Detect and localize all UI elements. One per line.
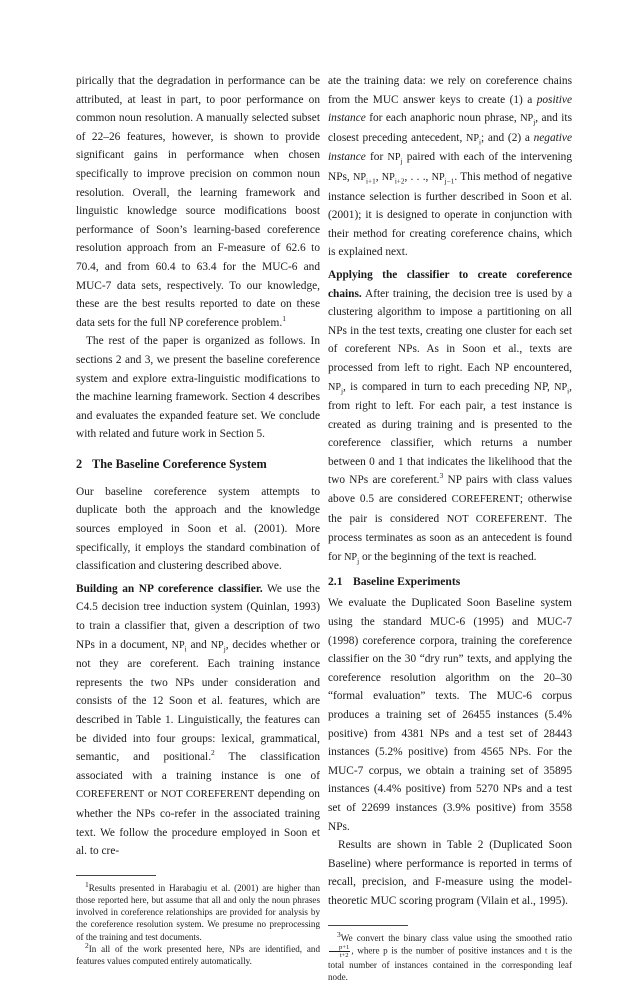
np-symbol: NP	[465, 132, 480, 144]
paragraph-training-data	[328, 72, 572, 262]
class-label-not-coreferent: NOT COREFERENT	[446, 513, 545, 525]
text: ,	[375, 170, 379, 183]
subscript: j	[357, 557, 360, 566]
footnote-rule	[76, 875, 156, 876]
footnote-3	[328, 929, 572, 983]
text: or	[144, 788, 161, 801]
section-title: The Baseline Coreference System	[92, 456, 267, 471]
class-label-coreferent: COREFERENT	[451, 494, 520, 506]
footnote-rule	[328, 925, 408, 926]
subscript: i	[184, 644, 187, 653]
text: . The process terminates as soon as an antecedent is found for	[328, 512, 572, 563]
text: depending on whether the NPs co-refer in the associated training text. We follow the procedure employed in Soon et al. to cre-	[76, 788, 320, 858]
footnote-mark: 1	[85, 879, 89, 889]
text: , from right to left. For each pair, a test instance is created as during training and is presented to the coreference classifier, which returns a number between 0 and 1 that indicates the likelihood that the two NPs are coreferent.	[328, 380, 572, 487]
text: ate the training data: we rely on coreference chains from the MUC answer keys to create (1) a	[328, 75, 572, 106]
footnote-2	[76, 940, 320, 967]
subscript: j	[223, 644, 226, 653]
subsection-title: Baseline Experiments	[353, 575, 461, 589]
text: Our baseline coreference system attempts to duplicate both the approach and the knowledge sources employed in Soon et al. (2001). More specifically, it employs the standard combination of classification and clustering described above.	[76, 485, 320, 573]
np-symbol: NP	[171, 639, 185, 651]
italic-term: negative instance	[328, 131, 572, 164]
text: Results presented in Harabagiu et al. (2001) are higher than those reported here, but assume that all and only the noun phrases involved in coreference relationships are provided for analysis by the coreference resolution system. We presume no preprocessing of the training and test documents.	[76, 882, 320, 942]
text: pirically that the degradation in performance can be attributed, at least in part, to poor performance on common noun resolution. A manually selected subset of 22–26 features, however, is shown to provide significant gains in performance when chosen specifically to improve precision on common noun resolution. Overall, the learning framework and linguistic knowledge source modifications boost performance of Soon’s learning-based coreference resolution approach from an F-measure of 62.6 to 70.4, and from 60.4 to 63.4 for the MUC-6 and MUC-7 data sets, respectively. To our knowledge, these are the best results reported to date on these data sets for the full NP coreference problem.	[76, 75, 320, 329]
np-symbol: NP	[387, 152, 401, 164]
subscript: j	[400, 157, 403, 166]
np-symbol: NP	[431, 171, 445, 183]
footnote-ref-3[interactable]: 3	[439, 471, 444, 481]
np-symbol: NP	[381, 171, 395, 183]
text: , where p is the number of positive instances and t is the total number of instances contained in the corresponding leaf node.	[328, 945, 572, 982]
text: The classification associated with a training instance is one of	[76, 751, 320, 782]
subsection-number: 2.1	[328, 575, 343, 589]
text: and	[186, 638, 211, 651]
right-column	[328, 72, 572, 983]
text: NP pairs with class values above 0.5 are considered	[328, 474, 573, 506]
text: We use the C4.5 decision tree induction system (Quinlan, 1993) to train a classifier that, given a description of two NPs in a document,	[76, 582, 320, 651]
left-column	[76, 72, 320, 967]
class-label-coreferent: COREFERENT	[76, 789, 145, 801]
np-symbol: NP	[554, 381, 568, 393]
subscript: j	[341, 386, 344, 395]
subscript: i+2	[394, 177, 405, 186]
text: . This method of negative instance selection is further described in Soon et al. (2001); it is designed to operate in conjunction with their method for creating coreference chains, which is explained next.	[328, 170, 573, 259]
subscript: j−1	[444, 177, 455, 186]
subscript: j	[533, 118, 536, 127]
text: or the beginning of the text is reached.	[359, 550, 537, 563]
section-heading-2	[76, 457, 320, 472]
run-in-heading: Applying the classifier to create coreference chains.	[328, 268, 572, 300]
text: In all of the work presented here, NPs are identified, and features values computed entirely automatically.	[76, 943, 320, 966]
text: , decides whether or not they are coreferent. Each training instance represents the two NPs under consideration and consists of the 12 Soon et al. features, which are described in Table 1. Linguistically, the features can be divided into four groups: lexical, grammatical, semantic, and positional.	[76, 638, 321, 764]
text: ; and (2) a	[481, 131, 534, 144]
subscript: i	[479, 138, 482, 147]
text: We evaluate the Duplicated Soon Baseline system using the standard MUC-6 (1995) and MUC-7 (1998) coreference corpora, training the coreference classifier on the 30 “dry run” texts, and applying the coreference resolution algorithm on the 20–30 “formal evaluation” texts. The MUC-6 corpus produces a training set of 26455 instances (5.4% positive) from 4381 NPs and a test set of 28443 instances (5.2% positive) from 4565 NPs. For the MUC-7 corpus, we obtain a training set of 35895 instances (4.4% positive) from 5270 NPs and a test set of 22699 instances (3.9% positive) from 3558 NPs.	[328, 597, 572, 833]
paragraph-organization	[76, 332, 320, 444]
paragraph-building-classifier	[76, 580, 320, 861]
text: The rest of the paper is organized as follows. In sections 2 and 3, we present the baseline coreference system and explore extra-linguistic modifications to the machine learning framework. Section 4 describes and evaluates the expanded feature set. We conclude with related and future work in Section 5.	[76, 335, 320, 441]
paragraph-baseline-experiments	[328, 594, 572, 836]
footnote-mark: 3	[337, 929, 341, 939]
section-number: 2	[76, 456, 83, 471]
smoothed-ratio-fraction	[329, 944, 350, 959]
np-symbol: NP	[520, 113, 534, 125]
text: Results are shown in Table 2 (Duplicated Soon Baseline) where performance is reported in terms of recall, precision, and F-measure using the model-theoretic MUC scoring program (Vilain et al., 1995).	[328, 839, 572, 907]
paragraph-results	[328, 836, 572, 910]
np-symbol: NP	[353, 171, 367, 183]
np-symbol: NP	[344, 551, 358, 563]
subscript: i+1	[366, 177, 376, 186]
subscript: i	[567, 386, 570, 395]
text: , and its closest preceding antecedent,	[328, 112, 572, 144]
footnote-1	[76, 879, 320, 943]
text: paired with each of the intervening NPs,	[328, 151, 572, 183]
paragraph-baseline-overview	[76, 483, 320, 576]
text: We convert the binary class value using the smoothed ratio	[340, 932, 572, 943]
paragraph-applying-classifier	[328, 266, 572, 568]
subsection-heading-2-1	[328, 575, 572, 588]
text: , is compared in turn to each preceding NP,	[343, 380, 555, 393]
np-symbol: NP	[210, 639, 224, 651]
text: After training, the decision tree is used by a clustering algorithm to impose a partitioning on all NPs in the test texts, creating one cluster for each set of coreferent NPs. As in Soon et al., texts are processed from left to right. Each NP encountered,	[328, 287, 572, 374]
fraction-numerator: p+1	[329, 944, 350, 952]
text: for	[365, 151, 388, 164]
footnote-mark: 2	[85, 940, 89, 950]
np-symbol: NP	[328, 381, 342, 393]
paragraph-intro-results	[76, 72, 320, 332]
text: ; otherwise the pair is considered	[328, 493, 573, 525]
italic-term: positive instance	[328, 93, 572, 125]
class-label-not-coreferent: NOT COREFERENT	[160, 789, 255, 801]
text: , . . .,	[404, 170, 429, 183]
run-in-heading: Building an NP coreference classifier.	[76, 582, 263, 595]
footnote-ref-1[interactable]: 1	[282, 313, 286, 323]
footnote-ref-2[interactable]: 2	[211, 748, 215, 758]
fraction-denominator: t+2	[339, 951, 349, 959]
text: for each anaphoric noun phrase,	[365, 112, 521, 125]
